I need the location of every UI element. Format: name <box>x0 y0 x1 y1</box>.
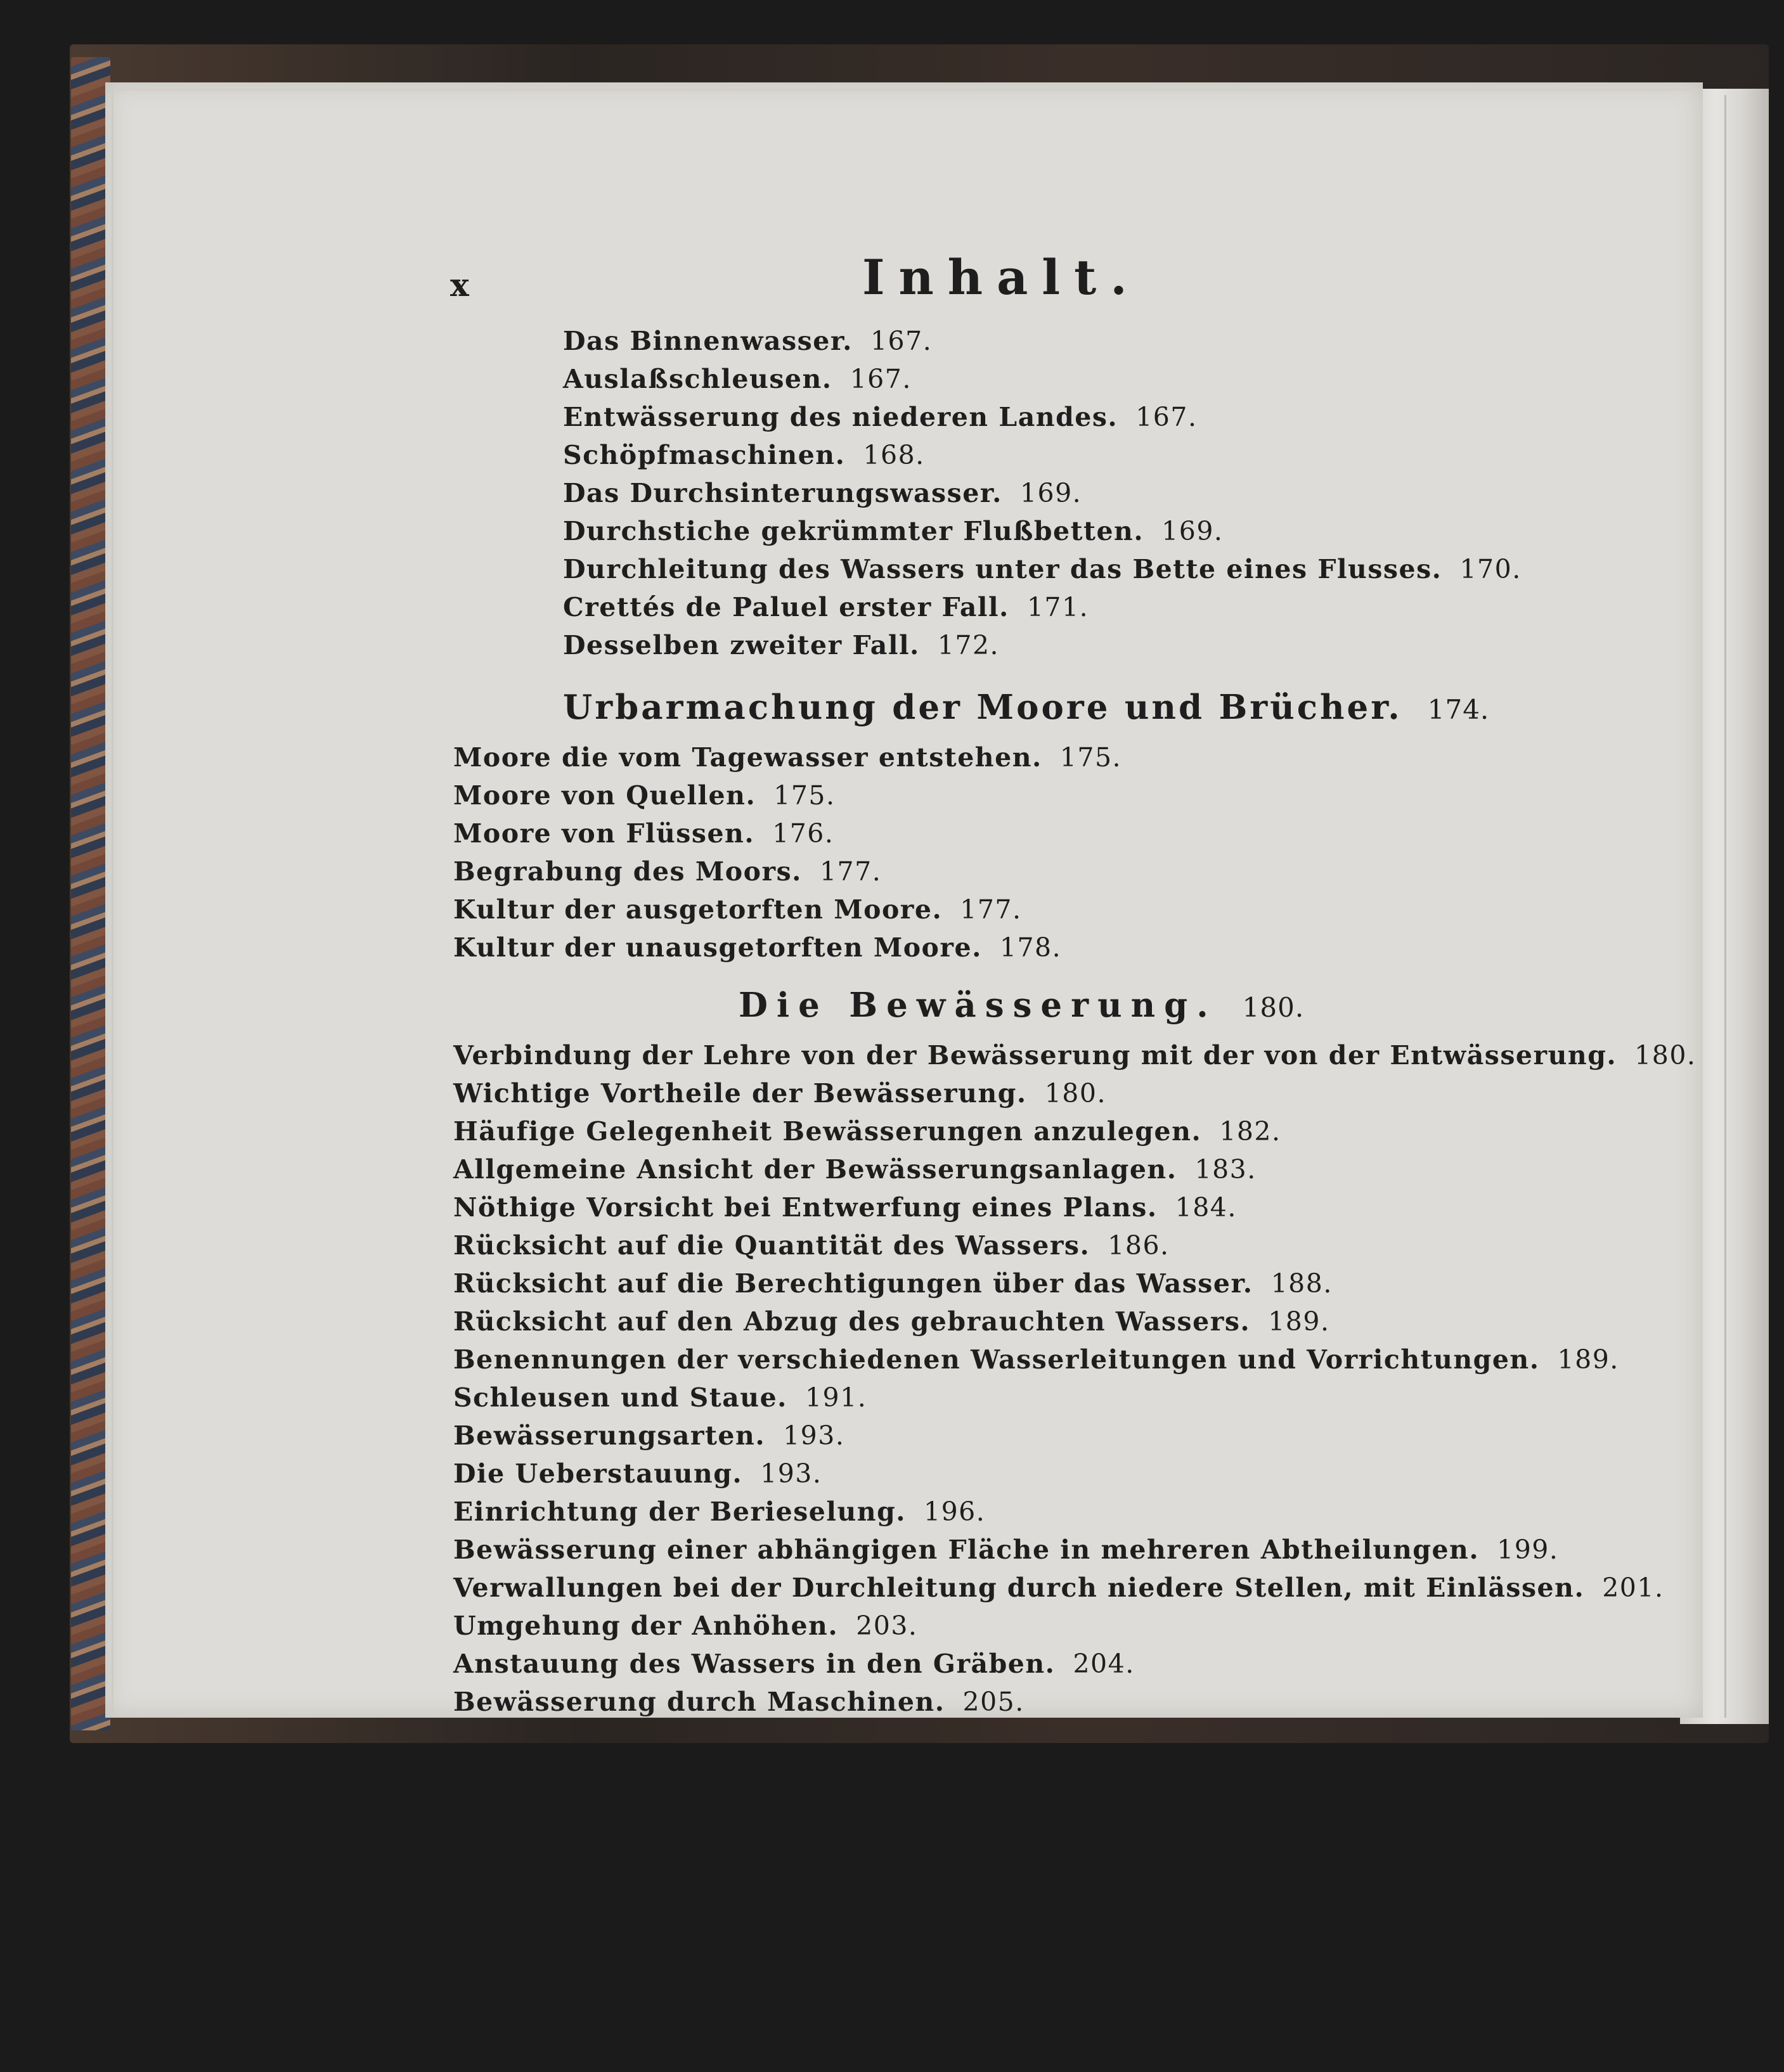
marbled-edge <box>71 57 110 1730</box>
toc-entry: Bewässerungsarten. 193. <box>453 1420 845 1451</box>
toc-entry: Wichtige Vortheile der Bewässerung. 180. <box>453 1078 1106 1109</box>
toc-entry: Schöpfmaschinen. 168. <box>563 440 925 470</box>
toc-entry: Rücksicht auf die Quantität des Wassers. 186. <box>453 1230 1170 1261</box>
toc-entry: Moore von Quellen. 175. <box>453 780 836 811</box>
section-heading-bewaesserung: Die Bewässerung. 180. <box>739 986 1305 1025</box>
section-heading-moore: Urbarmachung der Moore und Brücher. 174. <box>563 688 1490 727</box>
page-heading: Inhalt. <box>862 249 1141 306</box>
toc-entry: Rücksicht auf die Berechtigungen über das Wasser. 188. <box>453 1268 1333 1299</box>
toc-entry: Nöthige Vorsicht bei Entwerfung eines Plans. 184. <box>453 1192 1237 1223</box>
toc-entry: Moore von Flüssen. 176. <box>453 818 834 849</box>
toc-entry: Kultur der unausgetorften Moore. 178. <box>453 932 1062 963</box>
toc-entry: Das Durchsinterungswasser. 169. <box>563 478 1082 508</box>
toc-entry: Bewässerung durch Maschinen. 205. <box>453 1687 1025 1717</box>
toc-entry: Begrabung des Moors. 177. <box>453 856 882 887</box>
toc-entry: Kultur der ausgetorften Moore. 177. <box>453 894 1022 925</box>
toc-entry: Moore die vom Tagewasser entstehen. 175. <box>453 742 1122 773</box>
toc-entry: Auslaßschleusen. 167. <box>563 364 912 394</box>
toc-entry: Umgehung der Anhöhen. 203. <box>453 1611 918 1641</box>
toc-entry: Durchstiche gekrümmter Flußbetten. 169. <box>563 516 1224 546</box>
toc-entry: Rücksicht auf den Abzug des gebrauchten Wassers. 189. <box>453 1306 1330 1337</box>
toc-entry: Verwallungen bei der Durchleitung durch niedere Stellen, mit Einlässen. 201. <box>453 1573 1664 1603</box>
toc-entry: Schleusen und Staue. 191. <box>453 1382 867 1413</box>
toc-entry: Einrichtung der Berieselung. 196. <box>453 1496 986 1527</box>
toc-entry: Verbindung der Lehre von der Bewässerung mit der von der Entwässerung. 180. <box>453 1040 1697 1071</box>
toc-entry: Bewässerung einer abhängigen Fläche in mehreren Abtheilungen. 199. <box>453 1535 1559 1565</box>
gutter-line <box>1724 95 1726 1718</box>
toc-entry: Anstauung des Wassers in den Gräben. 204. <box>453 1649 1135 1679</box>
page-folio: x <box>450 266 469 304</box>
toc-entry: Die Ueberstauung. 193. <box>453 1458 822 1489</box>
toc-entry: Durchleitung des Wassers unter das Bette eines Flusses. 170. <box>563 554 1522 584</box>
toc-entry: Das Binnenwasser. 167. <box>563 326 933 356</box>
toc-entry: Desselben zweiter Fall. 172. <box>563 630 1000 660</box>
toc-entry: Allgemeine Ansicht der Bewässerungsanlagen. 183. <box>453 1154 1257 1185</box>
toc-entry: Entwässerung des niederen Landes. 167. <box>563 402 1198 432</box>
toc-entry: Crettés de Paluel erster Fall. 171. <box>563 592 1089 622</box>
toc-entry: Häufige Gelegenheit Bewässerungen anzulegen. 182. <box>453 1116 1281 1147</box>
toc-entry: Benennungen der verschiedenen Wasserleitungen und Vorrichtungen. 189. <box>453 1344 1619 1375</box>
